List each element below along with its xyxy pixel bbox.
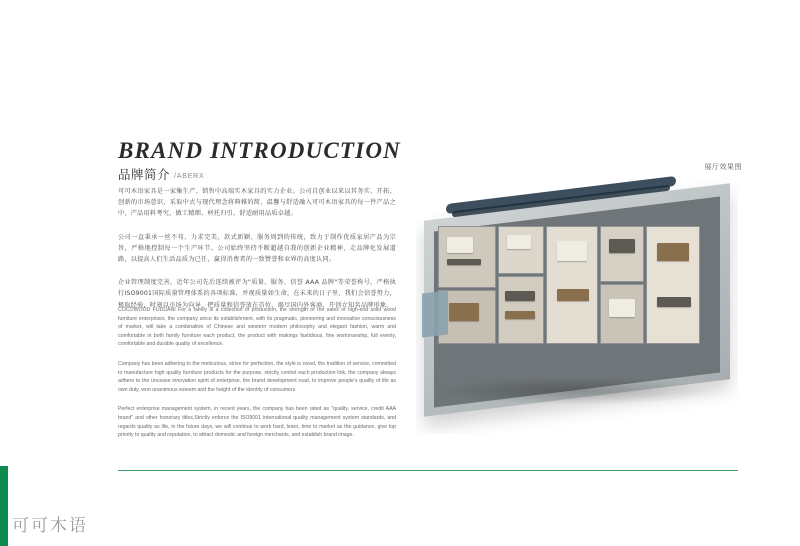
room-block bbox=[498, 276, 544, 344]
showroom-rendering bbox=[416, 172, 738, 434]
page-title: BRAND INTRODUCTION bbox=[118, 138, 401, 163]
english-body-copy bbox=[118, 306, 396, 451]
furniture-counter bbox=[657, 297, 691, 307]
furniture-bed bbox=[557, 241, 587, 261]
drop-shadow bbox=[436, 377, 716, 405]
paragraph-cn-1: 可可木语家具是一家集生产、销售中高端实木家具的实力企业。公司自创业以来以其务实、开拓、创新的市场意识，采取中式与现代理念将典雅的简、温馨与舒适融入可可木语家具的每一件产品之中，产品用料考究、做工精细、材托归引、舒适耐用品质卓越。 bbox=[118, 188, 396, 218]
furniture-sofa bbox=[609, 239, 635, 253]
furniture-sofa bbox=[449, 303, 479, 321]
room-block bbox=[600, 284, 644, 344]
furniture-table bbox=[505, 291, 535, 301]
watermark: 可可木语 bbox=[12, 516, 88, 536]
paragraph-en-3: Perfect enterprise management system, in recent years, the company has been rated as "quality, service, credit AAA brand" and other honorary titles,Strictly enforce the ISO9001 international quality management system standards, and regards quality as life, in the future days, we will continue to work hard, learn, time to market as the guidance, give top priority to quality and reputation, to attract domestic and foreign merchants, and establish brand image. bbox=[118, 406, 396, 439]
balcony-area bbox=[422, 290, 448, 337]
room-block bbox=[646, 226, 700, 344]
chinese-body-copy bbox=[118, 186, 396, 323]
furniture-dining-set bbox=[657, 243, 689, 261]
room-block bbox=[498, 226, 544, 274]
furniture-bed bbox=[609, 299, 635, 317]
furniture-cabinet bbox=[447, 259, 481, 265]
accent-block-bottom-left bbox=[0, 466, 8, 546]
furniture-bed bbox=[447, 237, 473, 253]
paragraph-cn-3: 企业管理制度完善，近年公司先后连续被评为"质量、服务、信誉 AAA 品牌"等荣誉称号，严格执行ISO9001国际质量管理体系的各项标准，并视质量如生命，在未来的日子里，我们会信誉努力，极取经验，时刻以市场为向导，把质量和信誉放在首位，竭尽国内外客商，开创立知名品牌形象。 bbox=[118, 279, 396, 309]
paragraph-en-1: COCOWOOD FUDUANI For a family is a collection of production, the strength of the sales of high-end solid wood furniture enterprises, the company since its establishment, with its pragmatic, pioneering and innovative consciousness of market, will take a combination of Chinese and western modern philosophy and elegant fashion, warm and comfortable in both family furniture each product, the product with makings fastidious, fine workmanship, full evenly, comfortable and durable quality of excellence. bbox=[118, 307, 396, 348]
page-subtitle-en: /ABERX bbox=[174, 173, 205, 180]
floorplan-3d-illustration bbox=[416, 172, 738, 434]
horizontal-divider bbox=[118, 470, 738, 471]
image-caption: 展厅效果图 bbox=[704, 163, 742, 171]
page-subtitle bbox=[118, 165, 205, 184]
room-block bbox=[600, 226, 644, 282]
room-block bbox=[546, 226, 598, 344]
page-subtitle-cn: 品牌简介 bbox=[118, 167, 171, 182]
paragraph-cn-2: 公司一直秉承一丝不苟、力求完美、款式新颖、服务周到的传统，致力于制作优质家居产品为宗旨，严格地控制每一个生产环节。公司始终坚持不断超越自我的创新企业精神，走品牌化发展道路，以提高人们生活品质为已任，赢得消费者的一致赞誉和业界的高度认同。 bbox=[118, 233, 396, 264]
furniture-wardrobe bbox=[557, 289, 589, 301]
room-block bbox=[438, 226, 496, 288]
furniture-shelf bbox=[505, 311, 535, 319]
paragraph-en-2: Company has been adhering to the meticulous, strive for perfection, the style is novel, the tradition of service, committed to manufacture high quality furniture products for the purpose, strictly control each production link, the company always adhere to the uncease innovation spirit of enterprise, the brand development road, to improve people's quality of life as own duty, won unanimous esteem and the height of the identity of consumers. bbox=[118, 360, 396, 393]
furniture-bed bbox=[507, 235, 531, 249]
